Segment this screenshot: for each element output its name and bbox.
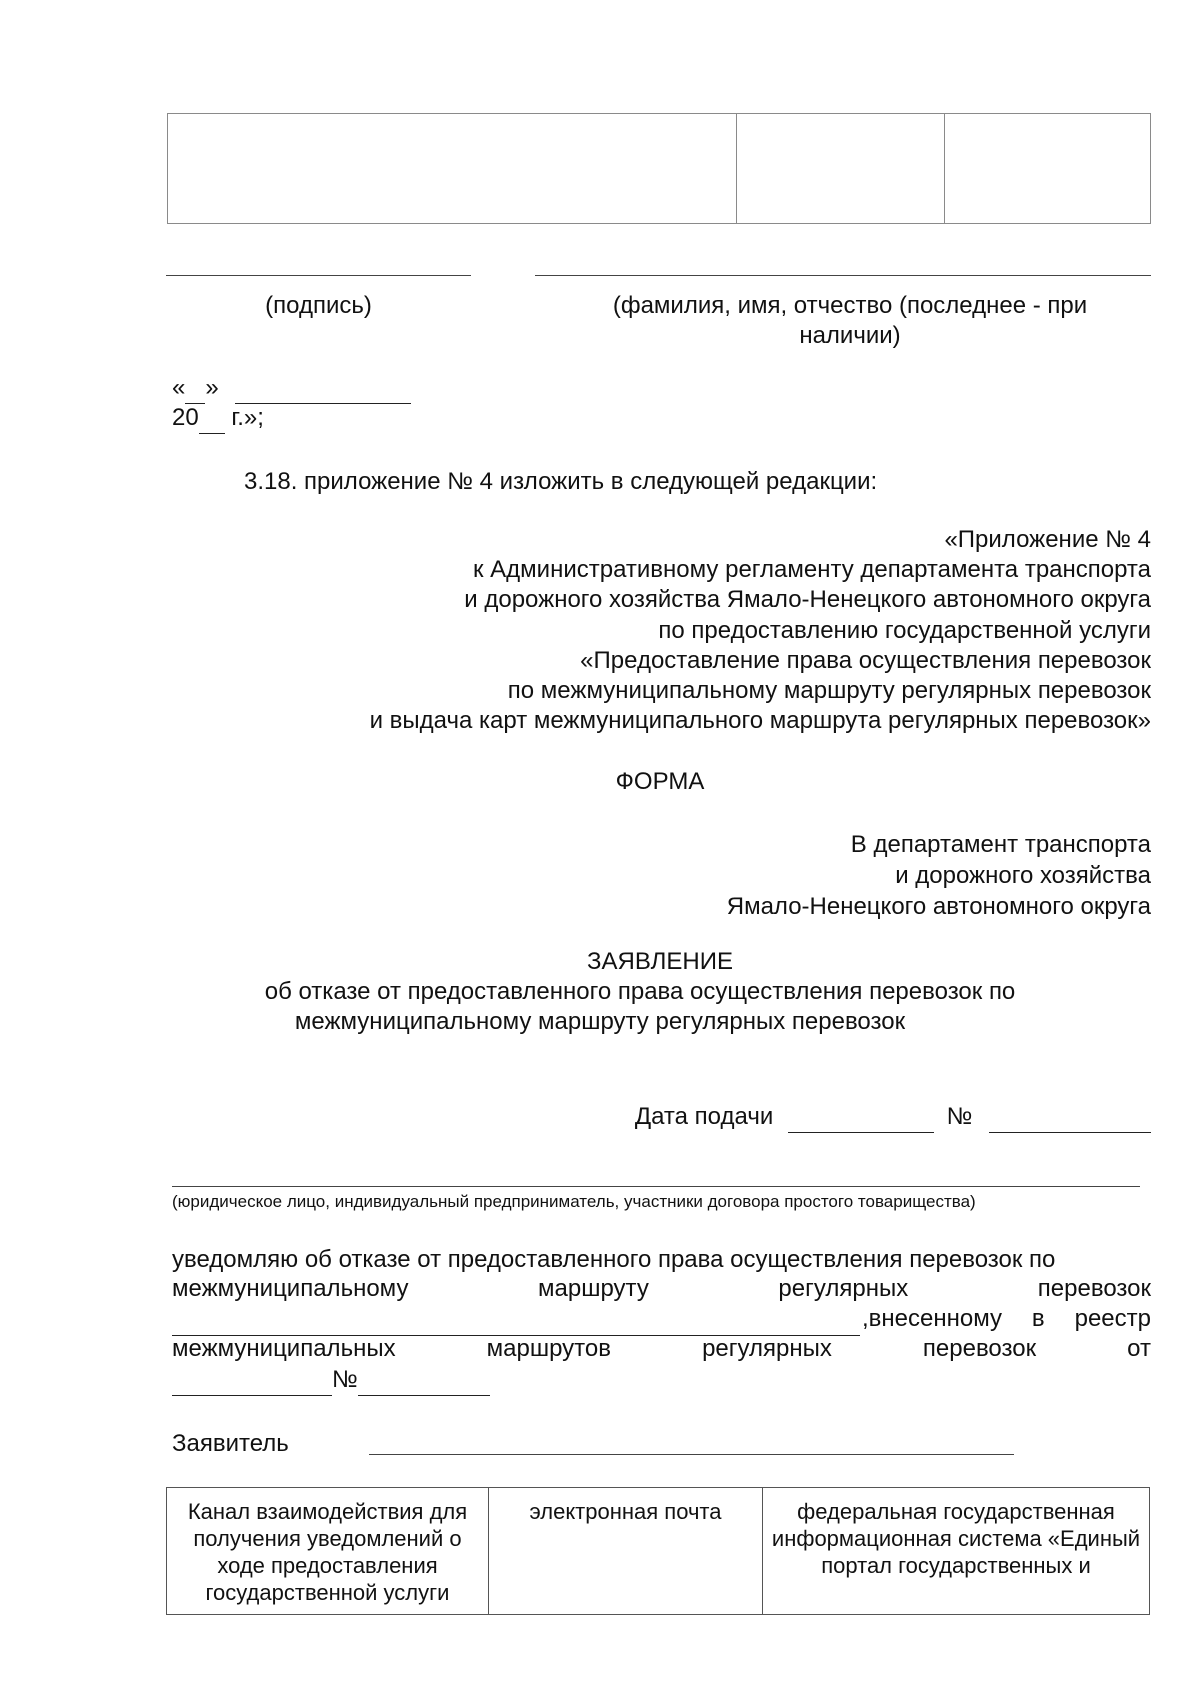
channel-cell-email: электронная почта (489, 1488, 763, 1615)
appendix-header (251, 525, 1151, 736)
amendment-text: 3.18. приложение № 4 изложить в следующей редакции: (244, 468, 878, 495)
appendix-line: и дорожного хозяйства Ямало-Ненецкого автономного округа (464, 586, 1151, 614)
submission-line (635, 1101, 1151, 1133)
signature-line (166, 275, 471, 276)
body-word: межмуниципальных (172, 1335, 396, 1362)
appendix-line: по предоставлению государственной услуги (658, 616, 1151, 644)
addressee-line: и дорожного хозяйства (895, 862, 1151, 889)
body-word: в (1031, 1305, 1045, 1332)
submission-number-label: № (946, 1103, 973, 1130)
registry-number-sign: № (332, 1366, 358, 1393)
submission-number-blank (989, 1101, 1151, 1133)
day-blank (185, 372, 205, 404)
signature-caption: (подпись) (265, 292, 372, 319)
body-line-1: уведомляю об отказе от предоставленного права осуществления перевозок по (172, 1246, 1056, 1273)
submission-date-label: Дата подачи (634, 1103, 774, 1130)
channel-cell-label: Канал взаимодействия для получения уведомлений о ходе предоставления государственной услуги (167, 1488, 489, 1615)
appendix-line: и выдача карт межмуниципального маршрута регулярных перевозок» (369, 707, 1151, 735)
body-line-5 (172, 1364, 490, 1396)
statement-subtitle-line1: об отказе от предоставленного права осуществления перевозок по (264, 978, 1016, 1005)
applicant-signature-line (369, 1454, 1014, 1455)
body-word: перевозок (1037, 1275, 1151, 1302)
month-blank (235, 372, 411, 404)
statement-title: ЗАЯВЛЕНИЕ (587, 948, 733, 975)
registry-number-blank (358, 1364, 490, 1396)
body-word: маршруту (538, 1275, 649, 1302)
year-prefix: 20 (172, 404, 199, 431)
signature-table (167, 113, 1151, 224)
body-word: реестр (1074, 1305, 1151, 1332)
route-name-blank (172, 1304, 860, 1336)
appendix-line: к Административному регламенту департамента транспорта (473, 556, 1151, 584)
body-word: перевозок (922, 1335, 1037, 1362)
appendix-line: «Предоставление права осуществления перевозок (580, 646, 1151, 674)
body-word: маршрутов (486, 1335, 611, 1362)
route-name-blank-line (172, 1304, 860, 1336)
body-word: от (1127, 1335, 1151, 1362)
body-word: регулярных (778, 1275, 909, 1302)
body-line-3-tail (862, 1304, 1151, 1334)
body-line-2 (172, 1274, 1151, 1304)
statement-subtitle-line2: межмуниципальному маршруту регулярных перевозок (294, 1008, 906, 1035)
signature-table-cell-2 (737, 114, 945, 224)
body-word: ,внесенному (862, 1305, 1002, 1332)
signature-table-cell-1 (168, 114, 737, 224)
addressee-line: В департамент транспорта (850, 831, 1151, 858)
year-blank (199, 402, 225, 434)
name-line (535, 275, 1151, 276)
body-word: регулярных (702, 1335, 832, 1362)
date-year-line (172, 402, 264, 434)
applicant-line (172, 1186, 1140, 1187)
date-day-line (172, 372, 411, 404)
registry-date-blank (172, 1364, 332, 1396)
body-line-4 (172, 1334, 1151, 1364)
channel-cell-portal: федеральная государственная информационная система «Единый портал государственных и (763, 1488, 1150, 1615)
signature-table-cell-3 (945, 114, 1151, 224)
submission-date-blank (788, 1101, 934, 1133)
appendix-line: «Приложение № 4 (944, 526, 1151, 553)
applicant-label: Заявитель (172, 1430, 289, 1457)
channel-table (166, 1487, 1150, 1615)
form-label: ФОРМА (615, 768, 705, 795)
applicant-caption: (юридическое лицо, индивидуальный предприниматель, участники договора простого товарищества) (172, 1192, 976, 1211)
quote-open: « (172, 374, 186, 401)
name-caption-line2: наличии) (799, 322, 901, 349)
year-suffix: г.»; (224, 404, 264, 431)
addressee-block (551, 829, 1151, 922)
addressee-line: Ямало-Ненецкого автономного округа (726, 893, 1151, 920)
name-caption-line1: (фамилия, имя, отчество (последнее - при (612, 292, 1088, 319)
appendix-line: по межмуниципальному маршруту регулярных перевозок (507, 677, 1151, 705)
quote-close: » (205, 374, 219, 401)
body-word: межмуниципальному (172, 1275, 409, 1302)
